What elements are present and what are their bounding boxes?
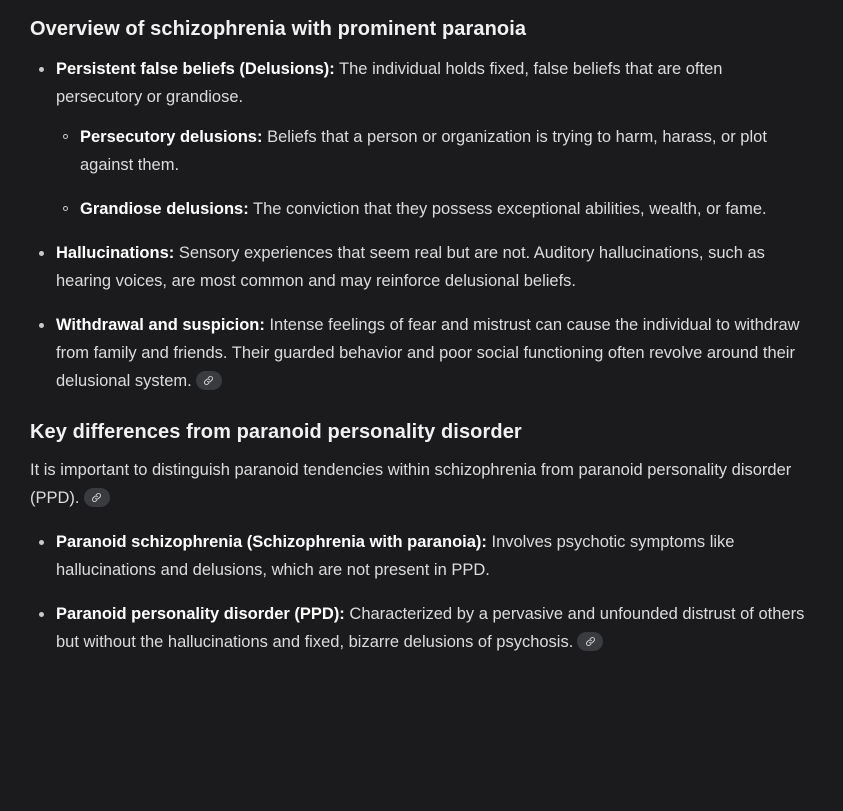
symptom-list [30,55,813,395]
section-title-differences: Key differences from paranoid personality disorder [30,421,522,443]
list-item-text: The individual holds fixed, false beliefs that are often persecutory or grandiose. [56,60,723,106]
list-item [30,528,813,584]
list-item-lead: Persistent false beliefs (Delusions): [56,60,335,78]
list-item [30,600,813,656]
list-item-lead: Paranoid personality disorder (PPD): [56,605,345,623]
list-item-lead: Withdrawal and suspicion: [56,316,265,334]
list-item-text: Intense feelings of fear and mistrust can cause the individual to withdraw from family and friends. Their guarded behavior and poor social functioning often revolve around their delusional system. [56,316,800,390]
list-item [56,123,813,179]
list-item-text: Characterized by a pervasive and unfounded distrust of others but without the hallucinations and fixed, bizarre delusions of psychosis. [56,605,805,651]
intro-paragraph [30,456,813,512]
list-item-text: Beliefs that a person or organization is trying to harm, harass, or plot against them. [80,128,767,174]
citation-chip[interactable] [577,632,603,651]
list-item [30,55,813,223]
list-item [30,311,813,395]
list-item-lead: Hallucinations: [56,244,175,262]
delusion-sublist [56,123,813,223]
list-item-lead: Persecutory delusions: [80,128,263,146]
intro-paragraph-text: It is important to distinguish paranoid tendencies within schizophrenia from paranoid personality disorder (PPD). [30,461,792,507]
list-item-text: Involves psychotic symptoms like hallucinations and delusions, which are not present in PPD. [56,533,735,579]
list-item-lead: Paranoid schizophrenia (Schizophrenia with paranoia): [56,533,487,551]
list-item [56,195,813,223]
list-item-text: The conviction that they possess exceptional abilities, wealth, or fame. [248,200,767,218]
citation-chip[interactable] [196,371,222,390]
citation-chip[interactable] [84,488,110,507]
list-item-text: Sensory experiences that seem real but are not. Auditory hallucinations, such as hearing voices, are most common and may reinforce delusional beliefs. [56,244,765,290]
list-item-lead: Grandiose delusions: [80,200,249,218]
page-title: Overview of schizophrenia with prominent paranoia [30,18,527,40]
list-item [30,239,813,295]
spacer [30,518,813,528]
differences-list [30,528,813,656]
